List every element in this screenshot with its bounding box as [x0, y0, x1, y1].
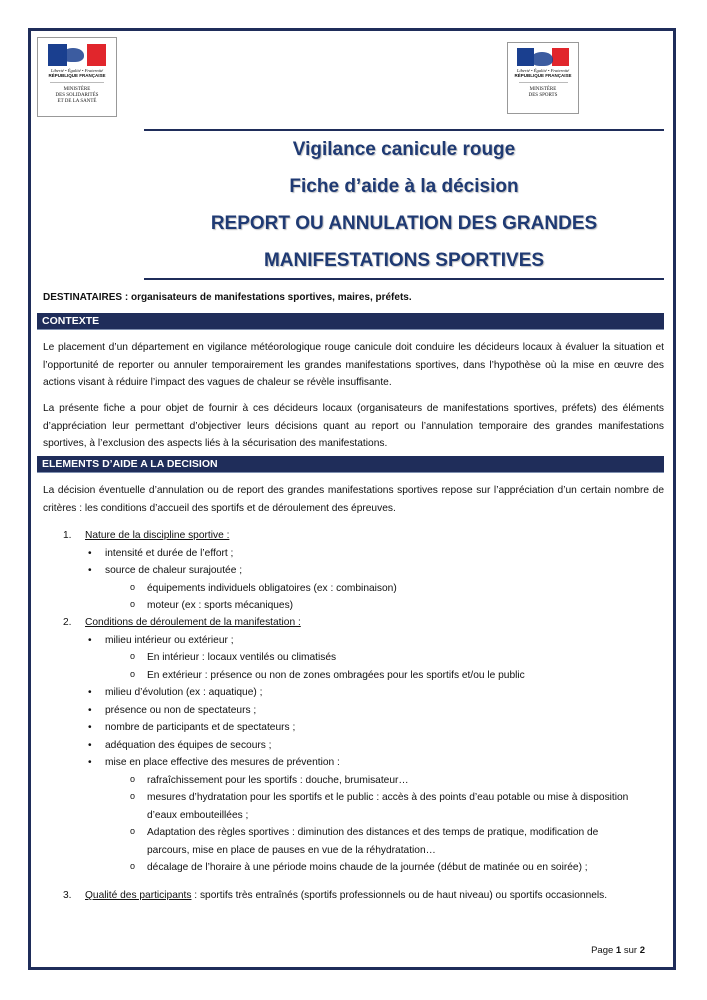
logo-ministere-solidarites-sante: [37, 37, 117, 117]
paragraph: La décision éventuelle d’annulation ou de report des grandes manifestations sportives repose sur l’appréciation d’un certain nombre de critères : les conditions d’accueil des sportifs et de déroulement des épreuves.: [43, 485, 664, 514]
sub-bullet-item: o rafraîchissement pour les sportifs : douche, brumisateur…: [43, 772, 664, 790]
logo-motto: Liberté • Égalité • Fraternité: [50, 68, 104, 73]
marianne-flag-icon: [517, 48, 569, 66]
bullet-item: • nombre de participants et de spectateurs ;: [43, 719, 664, 737]
list-item: 1. Nature de la discipline sportive : • intensité et durée de l’effort ; • source de chaleur surajoutée ; o équipements individuels obligatoires (ex : combinaison) o moteur (ex : sports mécaniques): [43, 527, 664, 615]
sub-bullet-item: o moteur (ex : sports mécaniques): [43, 597, 664, 615]
bullet-item: • intensité et durée de l’effort ;: [43, 545, 664, 563]
destinataires: DESTINATAIRES : organisateurs de manifestations sportives, maires, préfets.: [43, 292, 412, 303]
logo-ministry-name: MINISTÈRE DES SPORTS: [528, 87, 558, 98]
title-block: [144, 134, 664, 282]
marianne-flag-icon: [48, 44, 106, 66]
paragraph: La présente fiche a pour objet de fournir à ces décideurs locaux (organisateurs de manifestations sportives, préfets) des éléments d’appréciation leur permettant d’objectiver leurs décisions quant au report ou l’annulation temporaire des grandes manifestations sportives, à l’exclusion des aspects liés à la sécurisation des manifestations.: [43, 403, 664, 449]
section-heading-elements: ELEMENTS D’AIDE A LA DECISION: [37, 456, 664, 473]
logo-republic: RÉPUBLIQUE FRANÇAISE: [48, 73, 106, 78]
bullet-item: • adéquation des équipes de secours ;: [43, 737, 664, 755]
list-item: 3. Qualité des participants : sportifs très entraînés (sportifs professionnels ou de haut niveau) ou sportifs occasionnels.: [63, 890, 608, 901]
paragraph: Le placement d’un département en vigilance météorologique rouge canicule doit conduire les décideurs locaux à évaluer la situation et l’opportunité de reporter ou annuler temporairement les grandes manifestations sportives, dans l’hypothèse où la mise en œuvre des actions visant à réduire l’impact des vagues de chaleur se révèle insuffisante.: [43, 342, 664, 388]
logo-ministry-name: MINISTÈRE DES SOLIDARITÉS ET DE LA SANTÉ: [55, 87, 99, 104]
bullet-item: • mise en place effective des mesures de prévention :: [43, 754, 664, 772]
title-line-1: Vigilance canicule rouge: [292, 139, 516, 160]
title-line-3: REPORT OU ANNULATION DES GRANDES: [210, 213, 598, 234]
page-number: Page 1 sur 2: [591, 945, 645, 956]
sub-bullet-item: o Adaptation des règles sportives : diminution des distances et des temps de pratique, modification de parcours, mise en place de pauses en vue de la réhydratation…: [43, 824, 664, 859]
bullet-item: • présence ou non de spectateurs ;: [43, 702, 664, 720]
list-item-heading: Nature de la discipline sportive :: [85, 530, 230, 541]
sub-bullet-item: o En extérieur : présence ou non de zones ombragées pour les sportifs et/ou le public: [43, 667, 664, 685]
bullet-item: • milieu d’évolution (ex : aquatique) ;: [43, 684, 664, 702]
logo-motto: Liberté • Égalité • Fraternité: [516, 68, 570, 73]
title-line-4: MANIFESTATIONS SPORTIVES: [263, 250, 545, 271]
title-rule-top: [144, 129, 664, 131]
sub-bullet-item: o décalage de l’horaire à une période moins chaude de la journée (début de matinée ou en soirée) ;: [43, 859, 664, 877]
logo-republic: RÉPUBLIQUE FRANÇAISE: [514, 73, 572, 78]
bullet-item: • source de chaleur surajoutée ;: [43, 562, 664, 580]
title-rule-bottom: [144, 278, 664, 280]
list-item-heading: Qualité des participants: [85, 890, 192, 901]
list-item: 2. Conditions de déroulement de la manifestation : • milieu intérieur ou extérieur ; o En intérieur : locaux ventilés ou climatisés o En extérieur : présence ou non de zones ombragées pour les sportifs et/ou le public • milieu d’évolution (ex : aquatique) ; • présence ou non de spectateurs ; • nombre de participants et de spectateurs ; • adéquation des équipes de secours ; • mise en place effective des mesures de prévention : o rafraîchissement pour les sportifs : douche, brumisateur… o mesures d’hydratation pour les sportifs et le public : accès à des points d’eau potable ou mise à disposition d’eaux embouteillées ; o Adaptation des règles sportives : diminution des distances et des temps de pratique, modification de parcours, mise en place de pauses en vue de la réhydratation… o décalage de l’horaire à une période moins chaude de la journée (début de matinée ou en soirée) ;: [43, 614, 664, 877]
bullet-item: • milieu intérieur ou extérieur ;: [43, 632, 664, 650]
list-item-heading: Conditions de déroulement de la manifestation :: [85, 617, 301, 628]
sub-bullet-item: o mesures d’hydratation pour les sportifs et le public : accès à des points d’eau potable ou mise à disposition d’eaux embouteillées ;: [43, 789, 664, 824]
section-heading-contexte: CONTEXTE: [37, 313, 664, 330]
title-line-2: Fiche d’aide à la décision: [289, 176, 519, 197]
logo-ministere-sports: [507, 42, 579, 114]
sub-bullet-item: o En intérieur : locaux ventilés ou climatisés: [43, 649, 664, 667]
sub-bullet-item: o équipements individuels obligatoires (ex : combinaison): [43, 580, 664, 598]
